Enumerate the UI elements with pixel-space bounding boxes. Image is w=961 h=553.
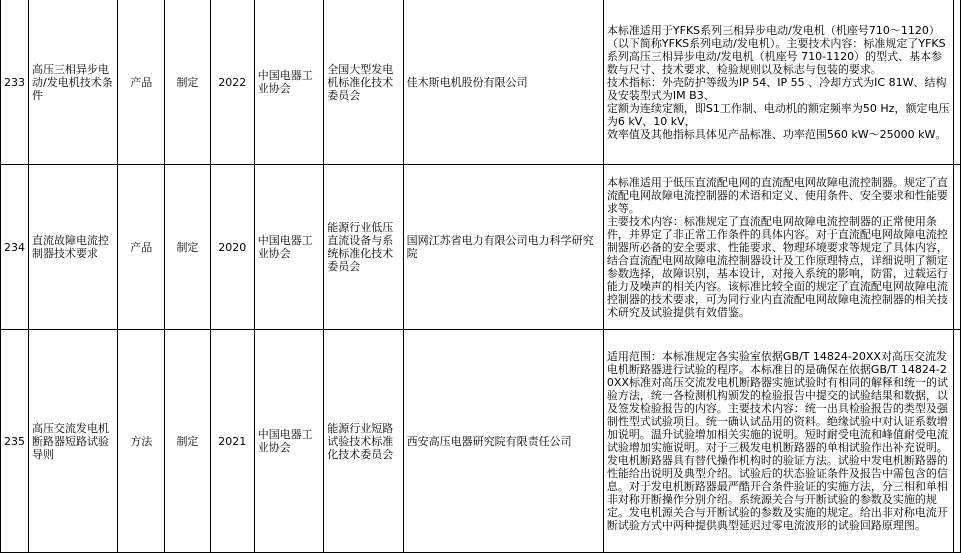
- table-row: [1, 0, 961, 165]
- responsible-org: 中国电器工业协会: [254, 165, 324, 330]
- standard-name: 高压交流发电机断路器短路试验导则: [29, 330, 118, 553]
- standard-type: 产品: [118, 165, 165, 330]
- technical-committee: 全国大型发电机标准化技术委员会: [324, 0, 403, 165]
- drafting-unit: 西安高压电器研究院有限责任公司: [403, 330, 603, 553]
- standard-name: 高压三相异步电动/发电机技术条件: [29, 0, 118, 165]
- table-row: [1, 330, 961, 553]
- drafting-unit: 国网江苏省电力有限公司电力科学研究院: [403, 165, 603, 330]
- description-paragraph: 主要技术内容：标准规定了直流配电网故障电流控制器的正常使用条件，并界定了非正常工作条件的具体内容。对于直流配电网故障电流控制器所必备的安全要求、性能要求、物理环境要求等规定了具体内容，结合直流配电网故障电流控制器设计及工作原理特点，详细说明了额定参数选择，故障识别，基本设计，对接入系统的影响，防雷，过载运行能力及噪声的相关内容。该标准比较全面的规定了直流配电网故障电流控制器的技术要求，可为同行业内直流配电网故障电流控制器的相关技术研究及试验提供有效借鉴。: [606, 214, 948, 319]
- description-paragraph: 本标准适用于YFKS系列三相异步电动/发电机（机座号710～1120）（以下简称YFKS系列电动/发电机）。主要技术内容：标准规定了YFKS系列高压三相异步电动/发电机（机座号 710-1120）的型式、基本参数与尺寸、技术要求、检验规则以及标志与包装的要求。: [606, 23, 946, 76]
- row-number: 235: [1, 330, 29, 553]
- standard-status: 制定: [165, 330, 211, 553]
- standard-type: 产品: [118, 0, 165, 165]
- table-row: [1, 165, 961, 330]
- standard-name: 直流故障电流控制器技术要求: [29, 165, 118, 330]
- drafting-unit: 佳木斯电机股份有限公司: [403, 0, 603, 165]
- standard-description: [603, 165, 953, 330]
- standard-status: 制定: [165, 0, 211, 165]
- edge-column: [953, 330, 960, 553]
- description-paragraph: 技术指标：外壳防护等级为IP 54、IP 55 、冷却方式为IC 81W、结构及安装型式为IM B3、: [606, 75, 947, 102]
- edge-column: [953, 165, 960, 330]
- responsible-org: 中国电器工业协会: [254, 0, 324, 165]
- standard-year: 2021: [210, 330, 254, 553]
- standard-status: 制定: [165, 165, 211, 330]
- standard-year: 2022: [210, 0, 254, 165]
- row-number: 233: [1, 0, 29, 165]
- description-paragraph: 定额为连续定额，即S1工作制、电动机的额定频率为50 Hz，额定电压为6 kV、10 kV，: [606, 101, 950, 128]
- row-number: 234: [1, 165, 29, 330]
- description-paragraph: 适用范围：本标准规定各实验室依据GB/T 14824-20XX对高压交流发电机断路器进行试验的程序。本标准目的是确保在依据GB/T 14824-20XX标准对高压交流发电机断路器实施试验时有相同的解释和统一的试验方法，统一各检测机构颁发的检验报告中提交的试验结果和数据，以及签发检验报告的内容。主要技术内容：统一出具检验报告的类型及强制性型式试验项目。统一确认试品用的资料。绝缘试验中对认证系数增加说明。温升试验增加相关实施的说明。短时耐受电流和峰值耐受电流试验增加实施说明。对于三极发电机断路器的单相试验作出补充说明。发电机断路器具有替代操作机构时的验证方法。试验中发电机断路器的性能给出说明及典型介绍。试验后的状态验证条件及报告中需包含的信息。对于发电机断路器最严酷开合条件验证的实施方法，分三相和单相非对称开断操作分别介绍。系统源关合与开断试验的参数及实施的规定。发电机源关合与开断试验的参数及实施的规定。给出非对称电流开断试验方式中两种提供典型延迟过零电流波形的试验回路原理图。: [606, 350, 948, 532]
- standard-year: 2020: [210, 165, 254, 330]
- description-paragraph: 本标准适用于低压直流配电网的直流配电网故障电流控制器。规定了直流配电网故障电流控制器的术语和定义、使用条件、安全要求和性能要求等。: [606, 175, 948, 215]
- edge-column: [953, 0, 960, 165]
- technical-committee: 能源行业短路试验技术标准化技术委员会: [324, 330, 403, 553]
- standard-type: 方法: [118, 330, 165, 553]
- standard-description: [603, 0, 953, 165]
- technical-committee: 能源行业低压直流设备与系统标准化技术委员会: [324, 165, 403, 330]
- standard-description: [603, 330, 953, 553]
- responsible-org: 中国电器工业协会: [254, 330, 324, 553]
- description-paragraph: 效率值及其他指标具体见产品标准、功率范围560 kW～25000 kW。: [606, 127, 947, 141]
